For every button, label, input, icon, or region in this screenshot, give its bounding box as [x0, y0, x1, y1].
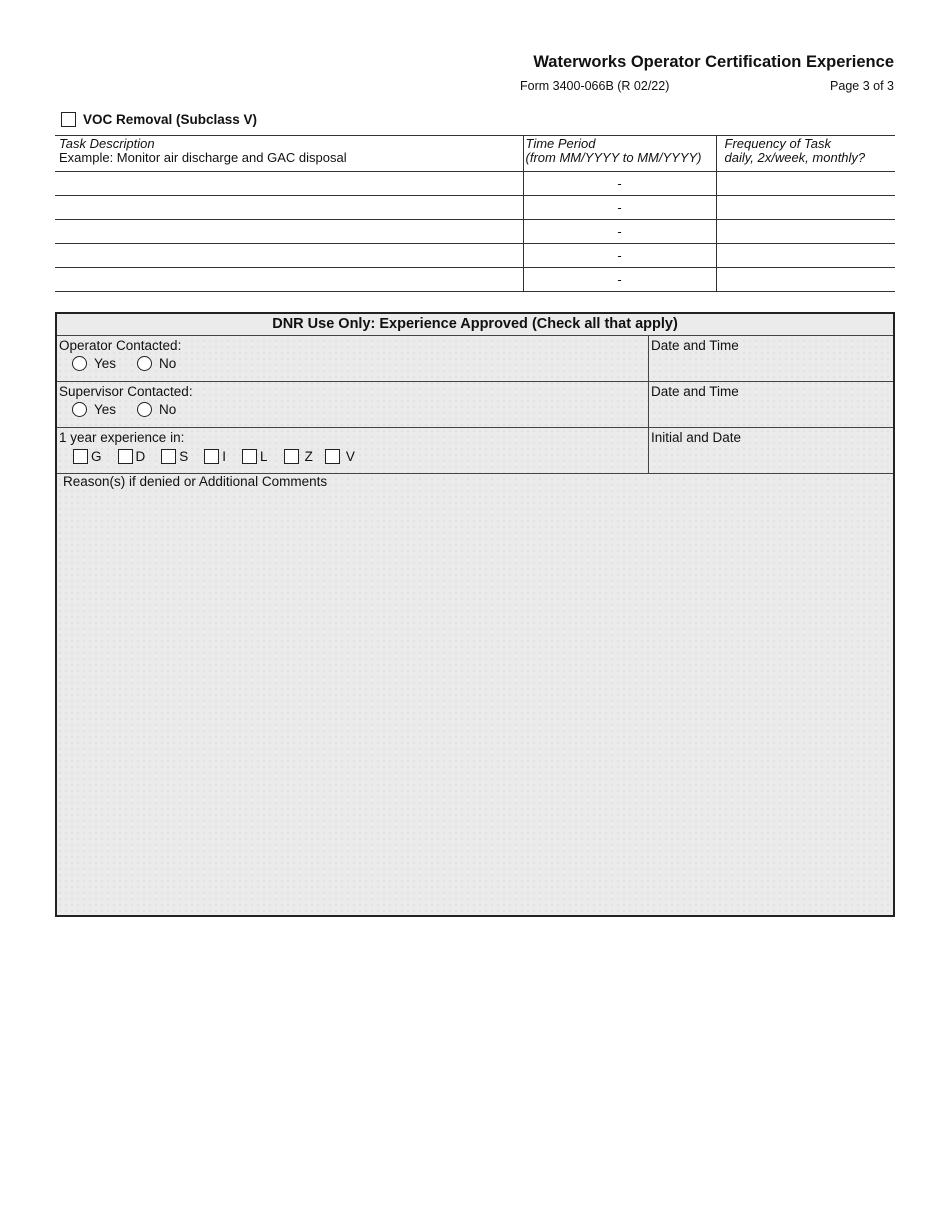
comments-field[interactable]	[57, 494, 893, 915]
table-row	[55, 196, 895, 220]
supervisor-contacted-row	[57, 382, 893, 428]
voc-removal-section	[61, 112, 257, 127]
subclass-d-checkbox[interactable]: D	[118, 449, 146, 464]
operator-date-time-label: Date and Time	[651, 338, 739, 353]
task-description-field[interactable]	[55, 172, 523, 196]
operator-no-radio[interactable]: No	[137, 356, 176, 371]
supervisor-date-time-field[interactable]	[649, 382, 893, 427]
time-period-field[interactable]: -	[523, 172, 716, 196]
task-description-field[interactable]	[55, 220, 523, 244]
frequency-field[interactable]	[716, 268, 895, 292]
supervisor-yes-radio[interactable]: Yes	[72, 402, 116, 417]
comments-label: Reason(s) if denied or Additional Comments	[63, 474, 328, 489]
dnr-use-only-box	[55, 312, 895, 917]
task-description-field[interactable]	[55, 196, 523, 220]
radio-circle-icon	[72, 356, 87, 371]
supervisor-no-radio[interactable]: No	[137, 402, 176, 417]
frequency-field[interactable]	[716, 244, 895, 268]
operator-contacted-label: Operator Contacted:	[59, 338, 182, 353]
subclass-v-checkbox[interactable]: V	[325, 449, 355, 464]
task-description-header: Task Description Example: Monitor air discharge and GAC disposal	[55, 136, 523, 172]
supervisor-date-time-label: Date and Time	[651, 384, 739, 399]
frequency-field[interactable]	[716, 196, 895, 220]
voc-removal-checkbox[interactable]	[61, 112, 76, 127]
radio-circle-icon	[137, 356, 152, 371]
task-table	[55, 135, 895, 292]
frequency-field[interactable]	[716, 220, 895, 244]
subclass-s-checkbox[interactable]: S	[161, 449, 188, 464]
frequency-field[interactable]	[716, 172, 895, 196]
table-row	[55, 172, 895, 196]
experience-label: 1 year experience in:	[59, 430, 185, 445]
supervisor-contacted-label: Supervisor Contacted:	[59, 384, 193, 399]
voc-removal-label: VOC Removal (Subclass V)	[83, 112, 258, 127]
subclass-g-checkbox[interactable]: G	[73, 449, 102, 464]
dnr-title: DNR Use Only: Experience Approved (Check all that apply)	[57, 314, 893, 336]
form-number: Form 3400-066B (R 02/22)	[520, 79, 670, 93]
table-row	[55, 268, 895, 292]
operator-yes-radio[interactable]: Yes	[72, 356, 116, 371]
page-number: Page 3 of 3	[830, 79, 894, 93]
experience-row	[57, 428, 893, 474]
subclass-i-checkbox[interactable]: I	[204, 449, 226, 464]
task-description-field[interactable]	[55, 244, 523, 268]
operator-contacted-row	[57, 336, 893, 382]
subclass-z-checkbox[interactable]: Z	[284, 449, 313, 464]
form-title: Waterworks Operator Certification Experience	[533, 53, 894, 71]
task-description-field[interactable]	[55, 268, 523, 292]
task-example: Example: Monitor air discharge and GAC disposal	[59, 150, 347, 165]
table-row	[55, 244, 895, 268]
time-period-field[interactable]: -	[523, 196, 716, 220]
radio-circle-icon	[137, 402, 152, 417]
frequency-header: Frequency of Task daily, 2x/week, monthly?	[716, 136, 895, 172]
task-table-header	[55, 136, 895, 172]
subclass-l-checkbox[interactable]: L	[242, 449, 268, 464]
initial-date-label: Initial and Date	[651, 430, 742, 445]
radio-circle-icon	[72, 402, 87, 417]
table-row	[55, 220, 895, 244]
time-period-field[interactable]: -	[523, 244, 716, 268]
time-period-field[interactable]: -	[523, 220, 716, 244]
operator-date-time-field[interactable]	[649, 336, 893, 381]
initial-date-field[interactable]	[649, 428, 893, 473]
time-period-field[interactable]: -	[523, 268, 716, 292]
time-period-header: Time Period (from MM/YYYY to MM/YYYY)	[523, 136, 716, 172]
